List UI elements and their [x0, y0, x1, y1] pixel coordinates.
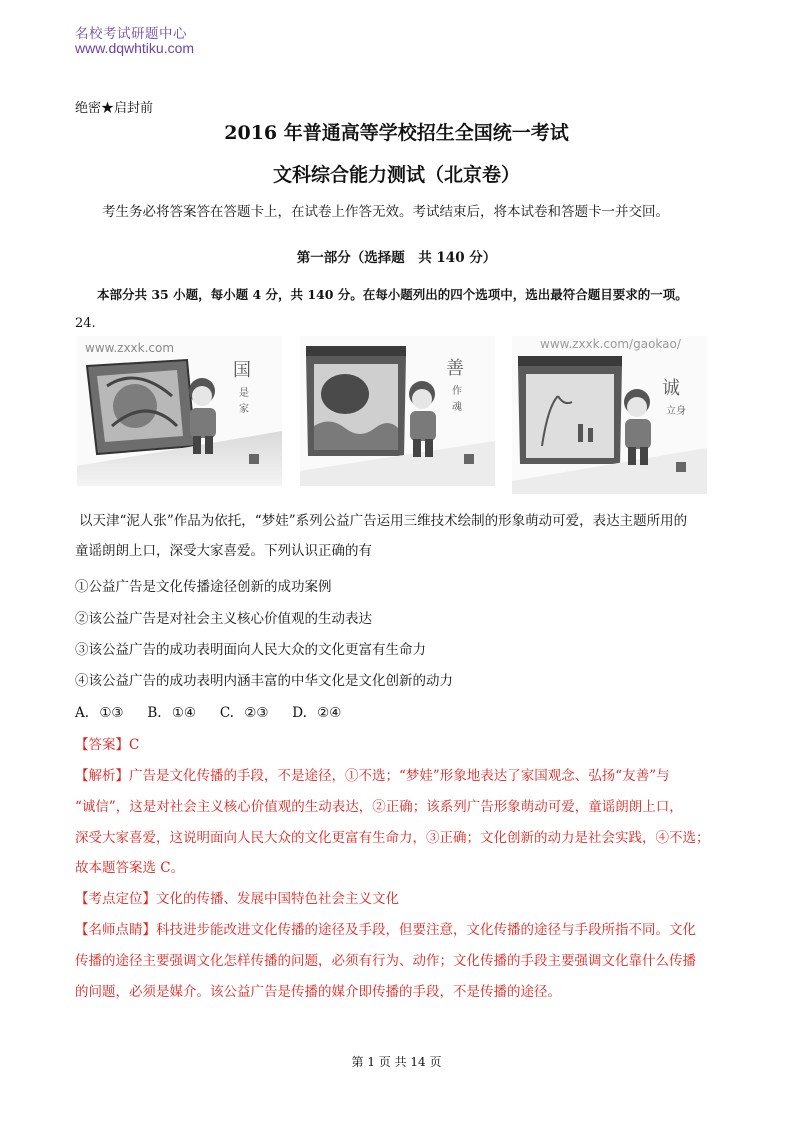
question-number: 24.: [75, 316, 96, 331]
statement-1: ①公益广告是文化传播途径创新的成功案例: [75, 579, 332, 595]
exam-subtitle: 文科综合能力测试（北京卷）: [272, 164, 520, 186]
svg-text:诚: 诚: [662, 378, 680, 399]
svg-text:立: 立: [666, 406, 676, 417]
teacher-tip-line-3: 的问题，必须是媒介。该公益广告是传播的媒介即传播的手段，不是传播的途径。: [75, 984, 561, 1000]
seal-icon: [464, 454, 474, 464]
illustration-guo: [77, 336, 282, 486]
svg-text:善: 善: [446, 358, 464, 379]
svg-text:是: 是: [239, 388, 249, 399]
analysis-line-1: 【解析】广告是文化传播的手段，不是途径，①不选；“梦娃”形象地表达了家国观念、弘扬“友善”与: [75, 768, 670, 784]
seal-icon: [676, 462, 686, 472]
knowledge-point: 【考点定位】文化的传播、发展中国特色社会主义文化: [75, 891, 399, 907]
site-name: 名校考试研题中心: [75, 26, 187, 42]
seal-icon: [249, 454, 259, 464]
analysis-line-3: 深受大家喜爱，这说明面向人民大众的文化更富有生命力，③正确；文化创新的动力是社会实践，④不选；: [75, 830, 710, 846]
illustration-shan: [300, 336, 495, 486]
illustration-cheng: [512, 336, 707, 494]
analysis-line-4: 故本题答案选 C。: [75, 860, 185, 876]
svg-text:国: 国: [233, 360, 251, 381]
part-title: 第一部分（选择题 共 140 分）: [296, 250, 497, 266]
teacher-tip-line-1: 【名师点睛】科技进步能改进文化传播的途径及手段，但要注意，文化传播的途径与手段所指不同。文化: [75, 922, 696, 938]
site-url[interactable]: www.dqwhtiku.com: [75, 40, 195, 56]
question-stem-line2: 童谣朗朗上口，深受大家喜爱。下列认识正确的有: [75, 543, 372, 559]
statement-4: ④该公益广告的成功表明内涵丰富的中华文化是文化创新的动力: [75, 673, 453, 689]
statement-2: ②该公益广告是对社会主义核心价值观的生动表达: [75, 611, 372, 627]
answer-line: 【答案】C: [75, 737, 140, 753]
illustration-watermark: www.zxxk.com: [85, 341, 175, 355]
teacher-tip-line-2: 传播的途径主要强调文化怎样传播的问题，必须有行为、动作；文化传播的手段主要强调文化靠什么传播: [75, 953, 696, 969]
page-number: 第 1 页 共 14 页: [351, 1055, 442, 1069]
svg-text:身: 身: [676, 406, 686, 417]
svg-text:魂: 魂: [452, 402, 462, 413]
exam-notice: 考生务必将答案答在答题卡上，在试卷上作答无效。考试结束后，将本试卷和答题卡一并交回。: [102, 204, 669, 220]
secret-mark: 绝密★启封前: [75, 101, 154, 116]
svg-text:作: 作: [452, 386, 462, 397]
exam-title: 2016 年普通高等学校招生全国统一考试: [224, 122, 569, 144]
illustration-watermark: www.zxxk.com/gaokao/: [540, 337, 681, 351]
analysis-line-2: “诚信”，这是对社会主义核心价值观的生动表达，②正确；该系列广告形象萌动可爱，童谣朗朗上口，: [75, 799, 683, 815]
answer-choices: A. ①③ B. ①④ C. ②③ D. ②④: [75, 705, 342, 721]
statement-3: ③该公益广告的成功表明面向人民大众的文化更富有生命力: [75, 642, 426, 658]
part-instructions: 本部分共 35 小题，每小题 4 分，共 140 分。在每小题列出的四个选项中，选出最符合题目要求的一项。: [97, 287, 688, 302]
svg-text:家: 家: [239, 404, 249, 415]
question-stem-line1: 以天津“泥人张”作品为依托，“梦娃”系列公益广告运用三维技术绘制的形象萌动可爱，表达主题所用的: [79, 513, 688, 529]
